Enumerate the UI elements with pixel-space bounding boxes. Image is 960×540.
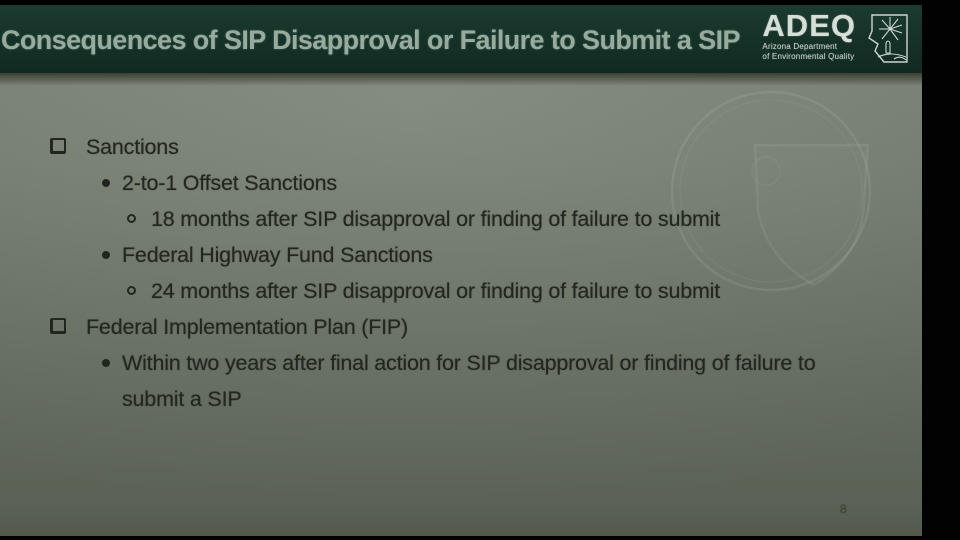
bullet-text: 2-to-1 Offset Sanctions [122,171,337,195]
bullet-text: Within two years after final action for SIP disapproval or finding of failure to submit a SIP [122,351,816,411]
bullet-text: 24 months after SIP disapproval or finding of failure to submit [151,279,721,303]
bullet-text: Federal Highway Fund Sanctions [122,243,433,267]
bullet-text: 18 months after SIP disapproval or finding of failure to submit [151,207,721,231]
adeq-logo [762,8,910,65]
bullet-text: Sanctions [86,135,179,159]
disc-bullet-icon [102,251,110,259]
adeq-logo-caption-line2: of Environmental Quality [762,52,855,61]
slide-body [0,73,922,536]
adeq-logo-acronym: ADEQ [762,8,856,43]
arizona-state-icon [860,13,910,65]
slide-page-number: 8 [840,502,847,516]
slide-header [0,5,922,73]
bullet-item-l1 [0,129,922,165]
presentation-slide [0,5,922,536]
bullet-item-l1 [0,309,922,345]
slide-title: Consequences of SIP Disapproval or Failure to Submit a SIP [1,25,740,55]
bullet-item-l2 [0,165,922,201]
square-bullet-icon [50,138,66,154]
square-bullet-icon [50,318,66,334]
bullet-item-l3 [0,273,922,309]
bullet-text: Federal Implementation Plan (FIP) [86,315,409,339]
disc-bullet-icon [102,179,110,187]
bullet-item-l3 [0,201,922,237]
bullet-item-l2 [0,237,922,273]
disc-bullet-icon [102,359,110,367]
circle-bullet-icon [127,214,136,223]
bullet-item-l2 [0,345,922,417]
adeq-logo-caption-line1: Arizona Department [762,42,838,51]
adeq-logo-text [762,8,856,61]
circle-bullet-icon [127,286,136,295]
